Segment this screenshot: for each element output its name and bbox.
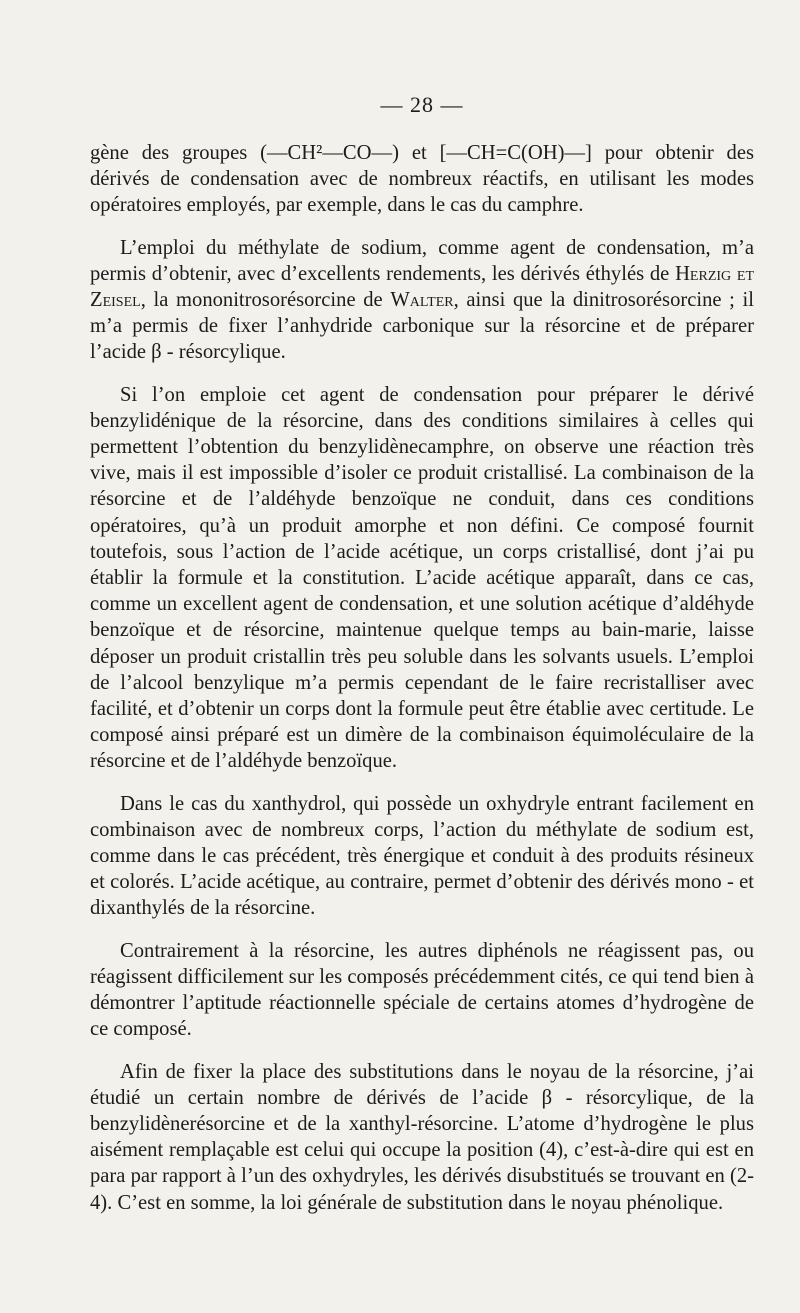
paragraph-2-part-2: , la mononitrosorésorcine de	[140, 289, 391, 312]
paragraph-3: Si l’on emploie cet agent de condensation pour préparer le dérivé benzylidénique de la résorcine, dans des conditions similaires à celles qui permettent l’obtention du benzylidènecamphre, on observe une réaction très vive, mais il est impossible d’isoler ce produit cristallisé. La combinaison de la résorcine et de l’aldéhyde benzoïque ne conduit, dans ces conditions opératoires, qu’à un produit amorphe et non défini. Ce composé fournit toutefois, sous l’action de l’acide acétique, un corps cristallisé, dont j’ai pu établir la formule et la constitution. L’acide acétique apparaît, dans ce cas, comme un excellent agent de condensation, et une solution acétique d’aldéhyde benzoïque et de résorcine, maintenue quelque temps au bain-marie, laisse déposer un produit cristallin très peu soluble dans les solvants usuels. L’emploi de l’alcool benzylique m’a permis cependant de le faire recristalliser avec facilité, et d’obtenir un corps dont la formule peut être établie avec certitude. Le composé ainsi préparé est un dimère de la combinaison équimoléculaire de la résorcine et de l’aldéhyde benzoïque.	[90, 383, 754, 773]
paragraph-1: gène des groupes (—CH²—CO—) et [—CH=C(OH)—] pour obtenir des dérivés de condensation avec de nombreux réactifs, en utilisant les modes opératoires employés, par exemple, dans le cas du camphre.	[90, 142, 754, 217]
author-walter: Walter	[390, 289, 454, 312]
paragraph-2-part-3: , ainsi que la dinitrosorésorcine ; il m’a permis de fixer l’anhydride carbonique sur la résorcine et de préparer l’acide β - résorcylique.	[90, 289, 754, 364]
page-number: — 28 —	[380, 92, 464, 117]
paragraph-6: Afin de fixer la place des substitutions dans le noyau de la résorcine, j’ai étudié un certain nombre de dérivés de l’acide β - résorcylique, de la benzylidènerésorcine et de la xanthyl-résorcine. L’atome d’hydrogène le plus aisément remplaçable est celui qui occupe la position (4), c’est-à-dire qui est en para par rapport à l’un des oxhydryles, les dérivés disubstitués se trouvant en (2-4). C’est en somme, la loi générale de substitution dans le noyau phénolique.	[90, 1060, 754, 1214]
paragraph-2	[90, 235, 754, 366]
author-herzig-zeisel: Herzig et Zeisel	[90, 262, 755, 312]
paragraph-2-part-1: L’emploi du méthylate de sodium, comme agent de condensation, m’a permis d’obtenir, avec d’excellents rendements, les dérivés éthylés de	[90, 236, 754, 285]
paragraph-4: Dans le cas du xanthydrol, qui possède un oxhydryle entrant facilement en combinaison avec de nombreux corps, l’action du méthylate de sodium est, comme dans le cas précédent, très énergique et conduit à des produits résineux et colorés. L’acide acétique, au contraire, permet d’obtenir des dérivés mono - et dixanthylés de la résorcine.	[90, 792, 754, 920]
paragraph-5: Contrairement à la résorcine, les autres diphénols ne réagissent pas, ou réagissent difficilement sur les composés précédemment cités, ce qui tend bien à démontrer l’aptitude réactionnelle spéciale de certains atomes d’hydrogène de ce composé.	[90, 939, 754, 1041]
